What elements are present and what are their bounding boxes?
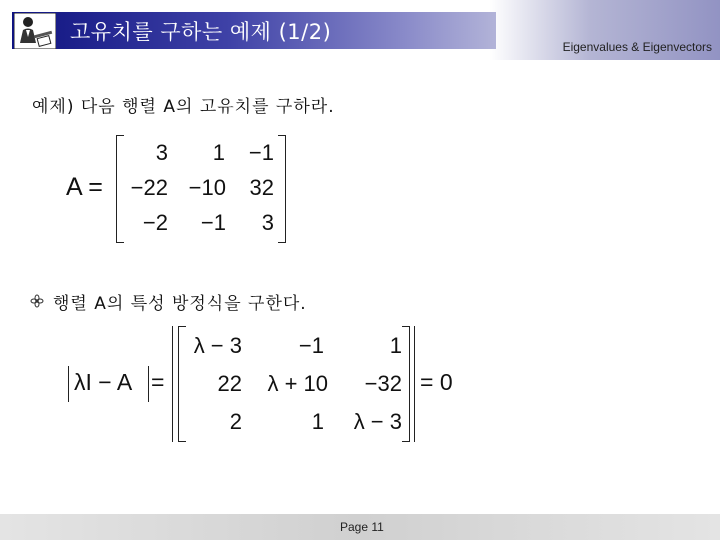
det-cell: λ − 3: [193, 333, 242, 358]
matrix-a-cell: 32: [249, 175, 274, 200]
matrix-a-lhs: A =: [66, 173, 103, 201]
page-title: 고유치를 구하는 예제 (1/2): [70, 20, 332, 44]
det-cell: λ − 3: [353, 409, 402, 434]
header-subtitle: Eigenvalues & Eigenvectors: [562, 40, 712, 54]
det-cell: λ + 10: [267, 371, 328, 396]
char-eq-rhs: = 0: [420, 369, 453, 395]
det-bar-left-outer: [68, 366, 69, 402]
char-eq-lhs: λI − A: [74, 369, 133, 395]
bullet-text: 행렬 A의 특성 방정식을 구한다.: [53, 294, 307, 314]
matrix-a-cell: −1: [200, 210, 226, 235]
det-right-bracket: [402, 326, 410, 442]
matrix-a-cell: −22: [130, 175, 168, 200]
det-bar-right-1: [414, 326, 415, 442]
det-cell: −1: [298, 333, 324, 358]
matrix-a-cell: −2: [142, 210, 168, 235]
matrix-a-cell: 3: [261, 210, 274, 235]
bullet-flower-icon: [30, 294, 44, 308]
det-cell: 22: [217, 371, 242, 396]
det-bar-right-outer: [148, 366, 149, 402]
matrix-a-cell: 3: [155, 140, 168, 165]
matrix-a-cell: 1: [212, 140, 225, 165]
matrix-a-cell: −10: [188, 175, 226, 200]
person-at-desk-icon: [14, 13, 56, 49]
matrix-a-cell: −1: [248, 140, 274, 165]
char-eq-equals: =: [151, 369, 165, 395]
det-cell: 1: [311, 409, 324, 434]
matrix-a-right-bracket: [278, 135, 286, 243]
det-cell: 2: [229, 409, 242, 434]
det-cell: −32: [364, 371, 402, 396]
det-bar-left-1: [172, 326, 173, 442]
problem-statement: 예제) 다음 행렬 A의 고유치를 구하라.: [32, 97, 335, 117]
page-number: Page 11: [340, 520, 384, 534]
det-cell: 1: [389, 333, 402, 358]
